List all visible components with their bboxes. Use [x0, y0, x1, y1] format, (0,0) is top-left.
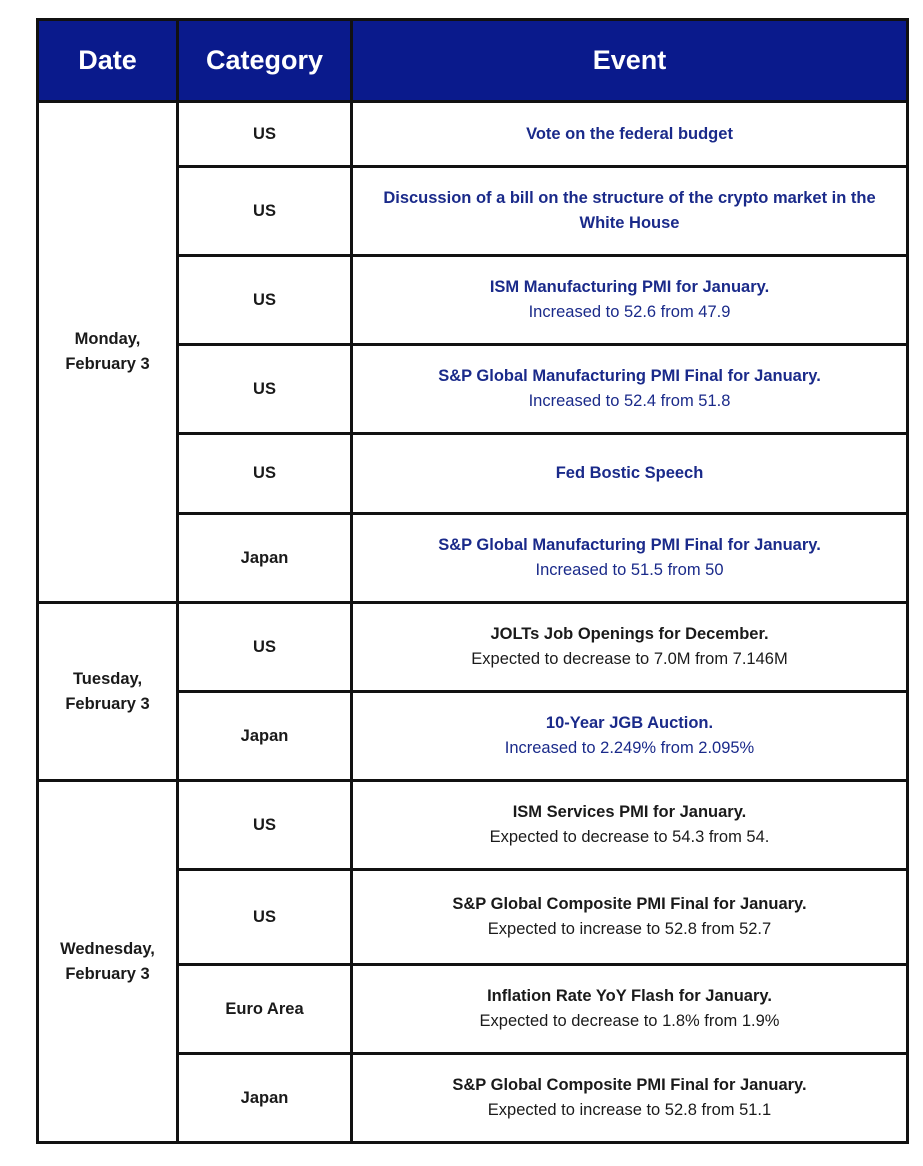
category-cell: US — [178, 345, 352, 434]
category-cell: Euro Area — [178, 965, 352, 1054]
event-cell — [352, 345, 908, 434]
category-cell: US — [178, 781, 352, 870]
event-cell — [352, 692, 908, 781]
event-cell — [352, 256, 908, 345]
event-detail: Increased to 52.6 from 47.9 — [528, 303, 731, 321]
event-title: S&P Global Manufacturing PMI Final for January. — [438, 367, 821, 385]
header-date: Date — [38, 20, 178, 102]
event-cell — [352, 1054, 908, 1143]
header-row — [38, 20, 908, 102]
event-detail: Increased to 2.249% from 2.095% — [504, 739, 755, 757]
date-cell: Tuesday, February 3 — [38, 603, 178, 781]
event-title: Vote on the federal budget — [526, 124, 733, 143]
event-title: Discussion of a bill on the structure of the crypto market in the White House — [383, 189, 876, 232]
category-cell: US — [178, 256, 352, 345]
category-cell: US — [178, 167, 352, 256]
event-cell — [352, 167, 908, 256]
category-cell: US — [178, 102, 352, 167]
event-cell — [352, 603, 908, 692]
event-title: Inflation Rate YoY Flash for January. — [487, 987, 772, 1005]
header-category: Category — [178, 20, 352, 102]
category-cell: US — [178, 870, 352, 965]
event-detail: Expected to increase to 52.8 from 52.7 — [487, 920, 772, 938]
event-cell — [352, 870, 908, 965]
category-cell: US — [178, 603, 352, 692]
event-cell — [352, 965, 908, 1054]
event-detail: Expected to decrease to 54.3 from 54. — [489, 828, 770, 846]
table-row — [38, 603, 908, 692]
category-cell: US — [178, 434, 352, 514]
event-title: ISM Manufacturing PMI for January. — [489, 278, 770, 296]
category-cell: Japan — [178, 514, 352, 603]
event-detail: Expected to increase to 52.8 from 51.1 — [487, 1101, 772, 1119]
event-title: Fed Bostic Speech — [555, 464, 704, 482]
event-title: S&P Global Composite PMI Final for January. — [452, 1076, 807, 1094]
header-event: Event — [352, 20, 908, 102]
table-row — [38, 781, 908, 870]
event-title: S&P Global Composite PMI Final for January. — [452, 895, 807, 913]
event-detail: Expected to decrease to 1.8% from 1.9% — [479, 1012, 780, 1030]
event-title: ISM Services PMI for January. — [512, 803, 747, 821]
event-title: 10-Year JGB Auction. — [545, 714, 714, 732]
event-cell — [352, 434, 908, 514]
event-detail: Increased to 52.4 from 51.8 — [528, 392, 731, 410]
category-cell: Japan — [178, 692, 352, 781]
date-cell: Monday, February 3 — [38, 102, 178, 603]
date-cell: Wednesday, February 3 — [38, 781, 178, 1143]
event-cell — [352, 514, 908, 603]
event-title: JOLTs Job Openings for December. — [490, 625, 769, 643]
event-cell — [352, 781, 908, 870]
economic-calendar-table — [36, 18, 909, 1144]
event-cell — [352, 102, 908, 167]
category-cell: Japan — [178, 1054, 352, 1143]
event-title: S&P Global Manufacturing PMI Final for January. — [438, 536, 821, 554]
event-detail: Expected to decrease to 7.0M from 7.146M — [471, 650, 788, 668]
event-detail: Increased to 51.5 from 50 — [535, 561, 724, 579]
table-row — [38, 102, 908, 167]
